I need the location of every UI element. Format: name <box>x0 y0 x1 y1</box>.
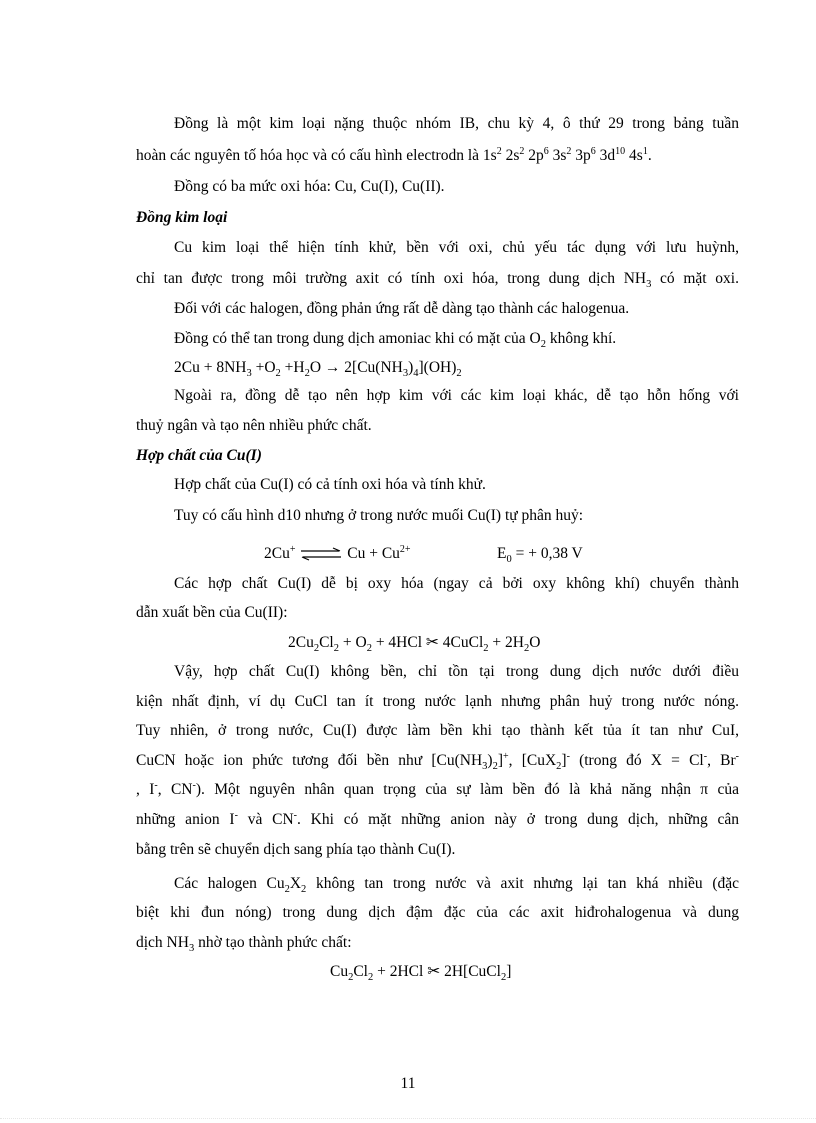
paragraph-10-line-1: Vậy, hợp chất Cu(I) không bền, chỉ tồn tại trong dung dịch nước dưới điều <box>174 663 739 680</box>
paragraph-10-line-3: Tuy nhiên, ở trong nước, Cu(I) được làm bền khi tạo thành kết tủa ít tan như CuI, <box>136 722 739 739</box>
paragraph-oxidation-states: Đồng có ba mức oxi hóa: Cu, Cu(I), Cu(II). <box>174 178 445 195</box>
section-heading-cu-i-compounds: Hợp chất của Cu(I) <box>136 447 262 464</box>
standard-potential: $E_0$ = + 0,38 V <box>497 545 583 565</box>
electron-configuration: $1s^2$ $2s^2$ $2p^6$ $3s^2$ $3p^6$ $3d^{10}$ $4s^1$. <box>482 146 652 164</box>
paragraph-1-line-2: hoàn các nguyên tố hóa học và có cấu hình electrodn là $1s^2$ $2s^2$ $2p^6$ $3s^2$ $3p^6$ $3d^{10}$ $4s^1$. <box>136 146 652 164</box>
section-heading-copper-metal: Đồng kim loại <box>136 209 228 226</box>
paragraph-10-line-2: kiện nhất định, ví dụ CuCl tan ít trong nước lạnh nhưng phân huỷ trong nước nóng. <box>136 693 739 710</box>
reaction-arrow-icon: ✂ <box>425 634 439 651</box>
paragraph-10-line-7: bằng trên sẽ chuyển dịch sang phía tạo thành Cu(I). <box>136 841 456 858</box>
paragraph-11-line-1: Các halogen $Cu_2X_2$ không tan trong nước và axit nhưng lại tan khá nhiều (đặc <box>174 875 739 895</box>
paragraph-10-line-5: , I-, CN-). Một nguyên nhân quan trọng của sự làm bền đó là khả năng nhận π của <box>136 780 739 798</box>
paragraph-disproportionation: Tuy có cấu hình d10 nhưng ở trong nước muối Cu(I) tự phân huỷ: <box>174 507 584 524</box>
paragraph-10-line-6: những anion I- và CN-. Khi có mặt những anion này ở trong dung dịch, những cân <box>136 810 739 828</box>
paragraph-ammonia: Đồng có thể tan trong dung dịch amoniac khi có mặt của $O_2$ không khí. <box>174 330 617 350</box>
paragraph-6-line-1: Ngoài ra, đồng dễ tạo nên hợp kim với các kim loại khác, dễ tạo hỗn hống với <box>174 387 739 404</box>
equation-cucl2-complex: $Cu_2Cl_2 + 2HCl$ ✂ 2H[CuCl$_2$] <box>330 963 512 983</box>
equation-disproportionation: 2Cu+ $Cu + Cu^{2+}$ <box>264 544 411 562</box>
paragraph-9-line-1: Các hợp chất Cu(I) dễ bị oxy hóa (ngay cả bởi oxy không khí) chuyển thành <box>174 575 739 592</box>
paragraph-halogens: Đối với các halogen, đồng phản ứng rất dễ dàng tạo thành các halogenua. <box>174 300 630 317</box>
equilibrium-arrow-icon <box>299 547 343 561</box>
page-number: 11 <box>400 1075 416 1092</box>
paragraph-3-line-2: chỉ tan được trong môi trường axit có tính oxi hóa, trong dung dịch $NH_3$ có mặt oxi. <box>136 270 739 290</box>
paragraph-6-line-2: thuỷ ngân và tạo nên nhiều phức chất. <box>136 417 372 434</box>
paragraph-11-line-2: biệt khi đun nóng) trong dung dịch đậm đặc của các axit hiđrohalogenua và dung <box>136 904 739 921</box>
equation-oxidation-cu2cl2: $2Cu_2Cl_2 + O_2 + 4HCl$ ✂ 4CuCl$_2$ + $2H_2O$ <box>288 634 541 654</box>
paragraph-9-line-2: dẫn xuất bền của Cu(II): <box>136 604 288 621</box>
reaction-arrow-icon: ✂ <box>427 963 441 980</box>
equation-copper-ammonia: $2Cu + 8NH_3 +O_2 +H_2O \to 2[Cu(NH_3)_4](OH)_2$ <box>174 359 462 379</box>
paragraph-cu-i-properties: Hợp chất của Cu(I) có cả tính oxi hóa và tính khử. <box>174 476 486 493</box>
page-bottom-divider <box>0 1118 816 1119</box>
paragraph-11-line-3: dịch $NH_3$ nhờ tạo thành phức chất: <box>136 934 352 954</box>
paragraph-3-line-1: Cu kim loại thể hiện tính khử, bền với oxi, chủ yếu tác dụng với lưu huỳnh, <box>174 239 739 256</box>
paragraph-1-line-1: Đồng là một kim loại nặng thuộc nhóm IB, chu kỳ 4, ô thứ 29 trong bảng tuần <box>174 115 739 132</box>
paragraph-10-line-4: CuCN hoặc ion phức tương đối bền như $[Cu(NH_3)_2]^+$, [CuX$_2$]- (trong đó X = Cl-, Br- <box>136 751 739 772</box>
